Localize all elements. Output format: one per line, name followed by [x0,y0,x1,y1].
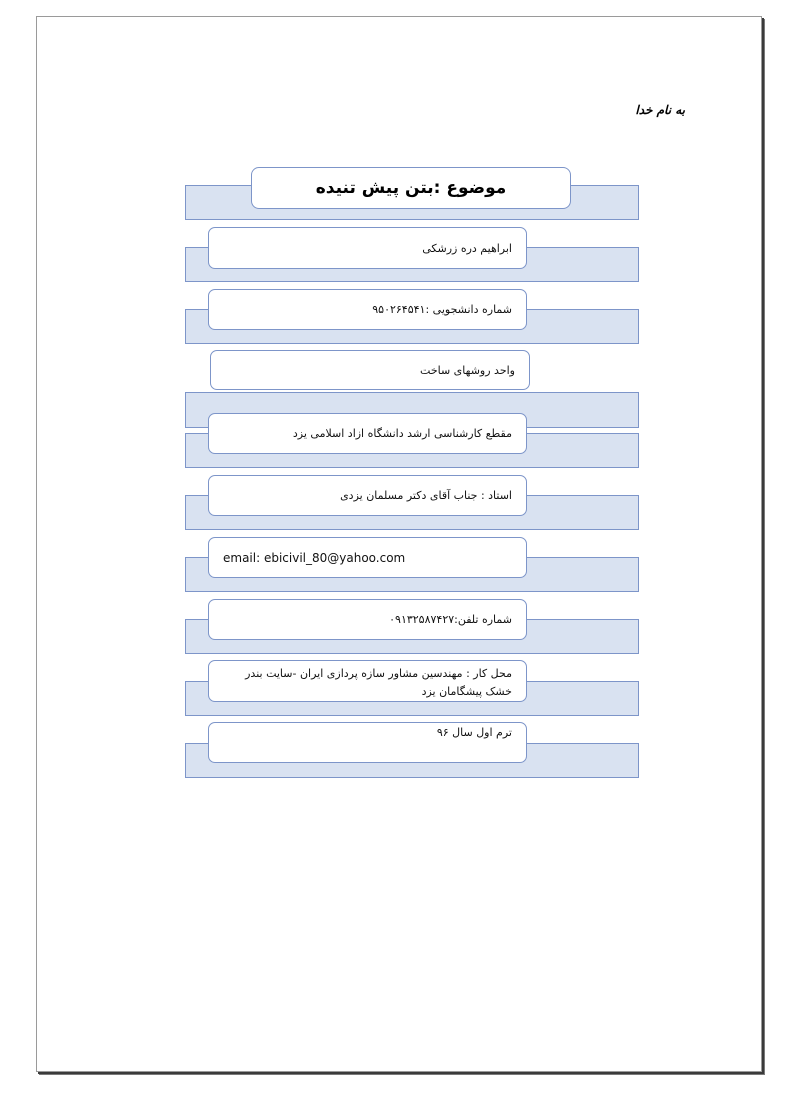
phone-card [208,599,527,640]
title-card [251,167,571,209]
term-card [208,722,527,763]
phone-number: شماره تلفن:۰۹۱۳۲۵۸۷۴۲۷ [389,613,512,626]
degree-university: مقطع کارشناسی ارشد دانشگاه ازاد اسلامی یزد [292,427,512,440]
email-text: email: ebicivil_80@yahoo.com [223,550,406,565]
course-name: واحد روشهای ساخت [420,363,515,377]
student-id: شماره دانشجویی :۹۵۰۲۶۴۵۴۱ [372,303,512,316]
student-name: ابراهیم دره زرشکی [422,241,512,255]
basmala-heading: به نام خدا [635,103,685,117]
email-card [208,537,527,578]
document-page [36,16,762,1072]
student-name-card [208,227,527,269]
course-card [210,350,530,390]
document-title: موضوع :بتن پیش تنیده [315,178,507,198]
workplace-card [208,660,527,702]
degree-card [208,413,527,454]
term-text: ترم اول سال ۹۶ [436,726,512,739]
professor-card [208,475,527,516]
workplace-text: محل کار : مهندسین مشاور سازه پردازی ایران -سایت بندر خشک پیشگامان یزد [245,667,512,698]
professor-name: استاد : جناب آقای دکتر مسلمان یزدی [340,489,512,502]
student-id-card [208,289,527,330]
